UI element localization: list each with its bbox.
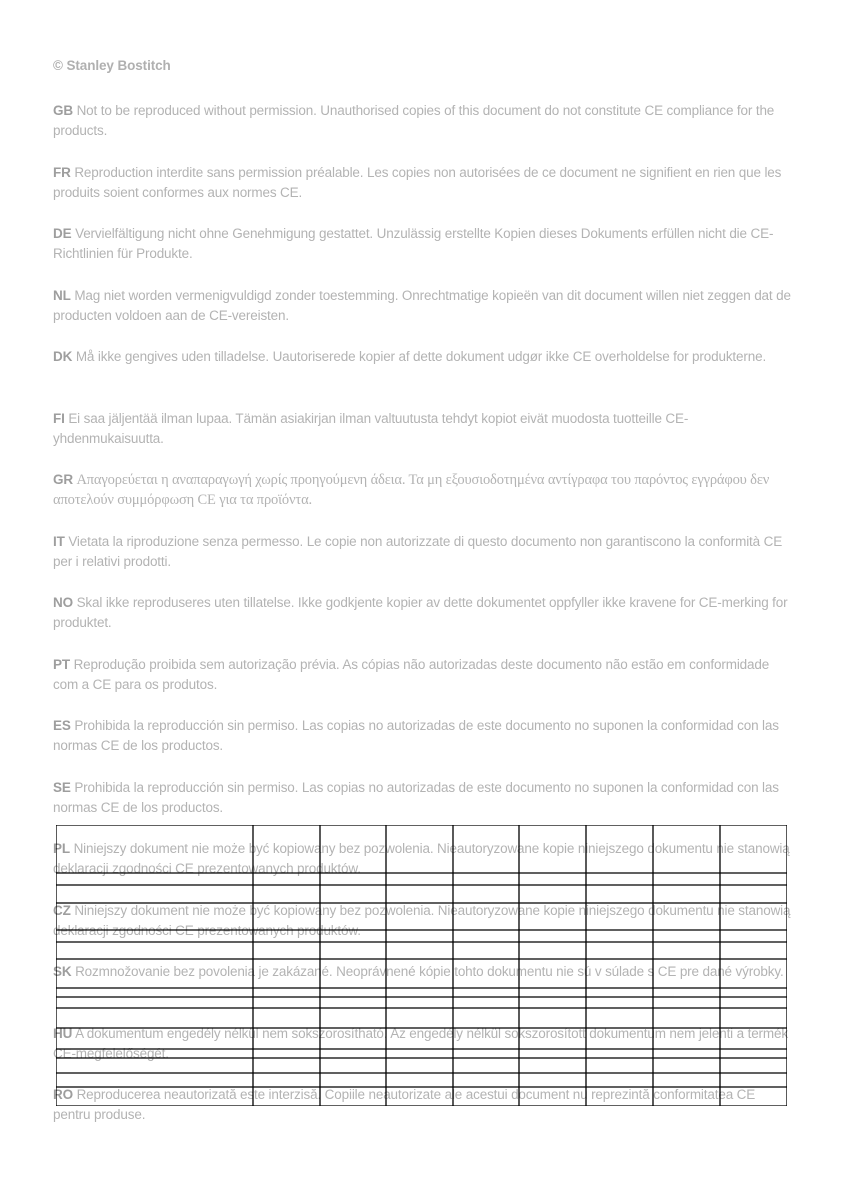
language-code: HU: [53, 1026, 73, 1041]
notice-text: Ei saa jäljentää ilman lupaa. Tämän asiakirjan ilman valtuutusta tehdyt kopiot eivät muodosta tuotteille CE-yhdenmukaisuutta.: [53, 411, 689, 446]
notice-se: [53, 778, 793, 818]
language-code: GB: [53, 103, 73, 118]
notice-text: Vervielfältigung nicht ohne Genehmigung gestattet. Unzulässig erstellte Kopien dieses Dokuments erfüllen nicht die CE-Richtlinien für Produkte.: [53, 226, 774, 261]
language-code: ES: [53, 718, 71, 733]
notice-text: Not to be reproduced without permission. Unauthorised copies of this document do not constitute CE compliance for the products.: [53, 103, 775, 138]
notice-text: Niniejszy dokument nie może być kopiowany bez pozwolenia. Nieautoryzowane kopie niniejszego dokumentu nie stanowią deklaracji zgodności CE prezentowanych produktów.: [53, 841, 790, 876]
language-code: RO: [53, 1087, 73, 1102]
notice-gb: [53, 101, 793, 141]
language-code: SE: [53, 780, 71, 795]
notice-fr: [53, 163, 793, 203]
notice-dk: [53, 347, 793, 367]
notice-text: Skal ikke reproduseres uten tillatelse. Ikke godkjente kopier av dette dokumentet oppfyller ikke kravene for CE-merking for produktet.: [53, 595, 788, 630]
notice-it: [53, 532, 793, 572]
notice-pt: [53, 655, 793, 695]
notice-text: Niniejszy dokument nie może być kopiowany bez pozwolenia. Nieautoryzowane kopie niniejszego dokumentu nie stanowią deklaracji zgodności CE prezentowanych produktów.: [53, 903, 791, 938]
language-code: SK: [53, 964, 72, 979]
copyright-notice: © Stanley Bostitch: [53, 58, 171, 73]
notice-text: Reproduction interdite sans permission préalable. Les copies non autorisées de ce document ne signifient en rien que les produits soient conformes aux normes CE.: [53, 165, 782, 200]
language-code: FI: [53, 411, 65, 426]
grid-overlay: [56, 825, 787, 1106]
language-code: FR: [53, 165, 71, 180]
notice-text: Απαγορεύεται η αναπαραγωγή χωρίς προηγούμενη άδεια. Τα μη εξουσιοδοτημένα αντίγραφα του παρόντος εγγράφου δεν αποτελούν συμμόρφωση CE για τα προϊόντα.: [53, 472, 770, 508]
language-code: CZ: [53, 903, 71, 918]
language-code: IT: [53, 534, 65, 549]
notice-fi: [53, 409, 793, 449]
notice-text: Reproducerea neautorizată este interzisă. Copiile neautorizate ale acestui document nu reprezintă conformitatea CE pentru produse.: [53, 1087, 756, 1122]
language-code: DK: [53, 349, 73, 364]
language-code: GR: [53, 472, 73, 487]
notice-text: A dokumentum engedély nélkül nem sokszorosítható. Az engedély nélkül sokszorosított dokumentum nem jelenti a termék CE-megfelelőségét.: [53, 1026, 788, 1061]
language-code: PT: [53, 657, 70, 672]
language-code: NL: [53, 288, 71, 303]
notice-text: Vietata la riproduzione senza permesso. Le copie non autorizzate di questo documento non garantiscono la conformità CE per i relativi prodotti.: [53, 534, 783, 569]
language-code: DE: [53, 226, 72, 241]
notice-gr: [53, 470, 793, 510]
language-code: PL: [53, 841, 70, 856]
notice-es: [53, 716, 793, 756]
notice-text: Reprodução proibida sem autorização prévia. As cópias não autorizadas deste documento não estão em conformidade com a CE para os produtos.: [53, 657, 770, 692]
language-code: NO: [53, 595, 73, 610]
notice-text: Må ikke gengives uden tilladelse. Uautoriserede kopier af dette dokument udgør ikke CE overholdelse for produkterne.: [75, 349, 767, 364]
notice-text: Prohibida la reproducción sin permiso. Las copias no autorizadas de este documento no suponen la conformidad con las normas CE de los productos.: [53, 780, 779, 815]
notice-text: Mag niet worden vermenigvuldigd zonder toestemming. Onrechtmatige kopieën van dit document willen niet zeggen dat de producten voldoen aan de CE-vereisten.: [53, 288, 791, 323]
notice-no: [53, 593, 793, 633]
notice-de: [53, 224, 793, 264]
notice-text: Prohibida la reproducción sin permiso. Las copias no autorizadas de este documento no suponen la conformidad con las normas CE de los productos.: [53, 718, 779, 753]
notice-nl: [53, 286, 793, 326]
grid-lines: [56, 825, 787, 1106]
notice-text: Rozmnožovanie bez povolenia je zakázané. Neoprávnené kópie tohto dokumentu nie sú v súlade s CE pre dané výrobky.: [75, 964, 784, 979]
